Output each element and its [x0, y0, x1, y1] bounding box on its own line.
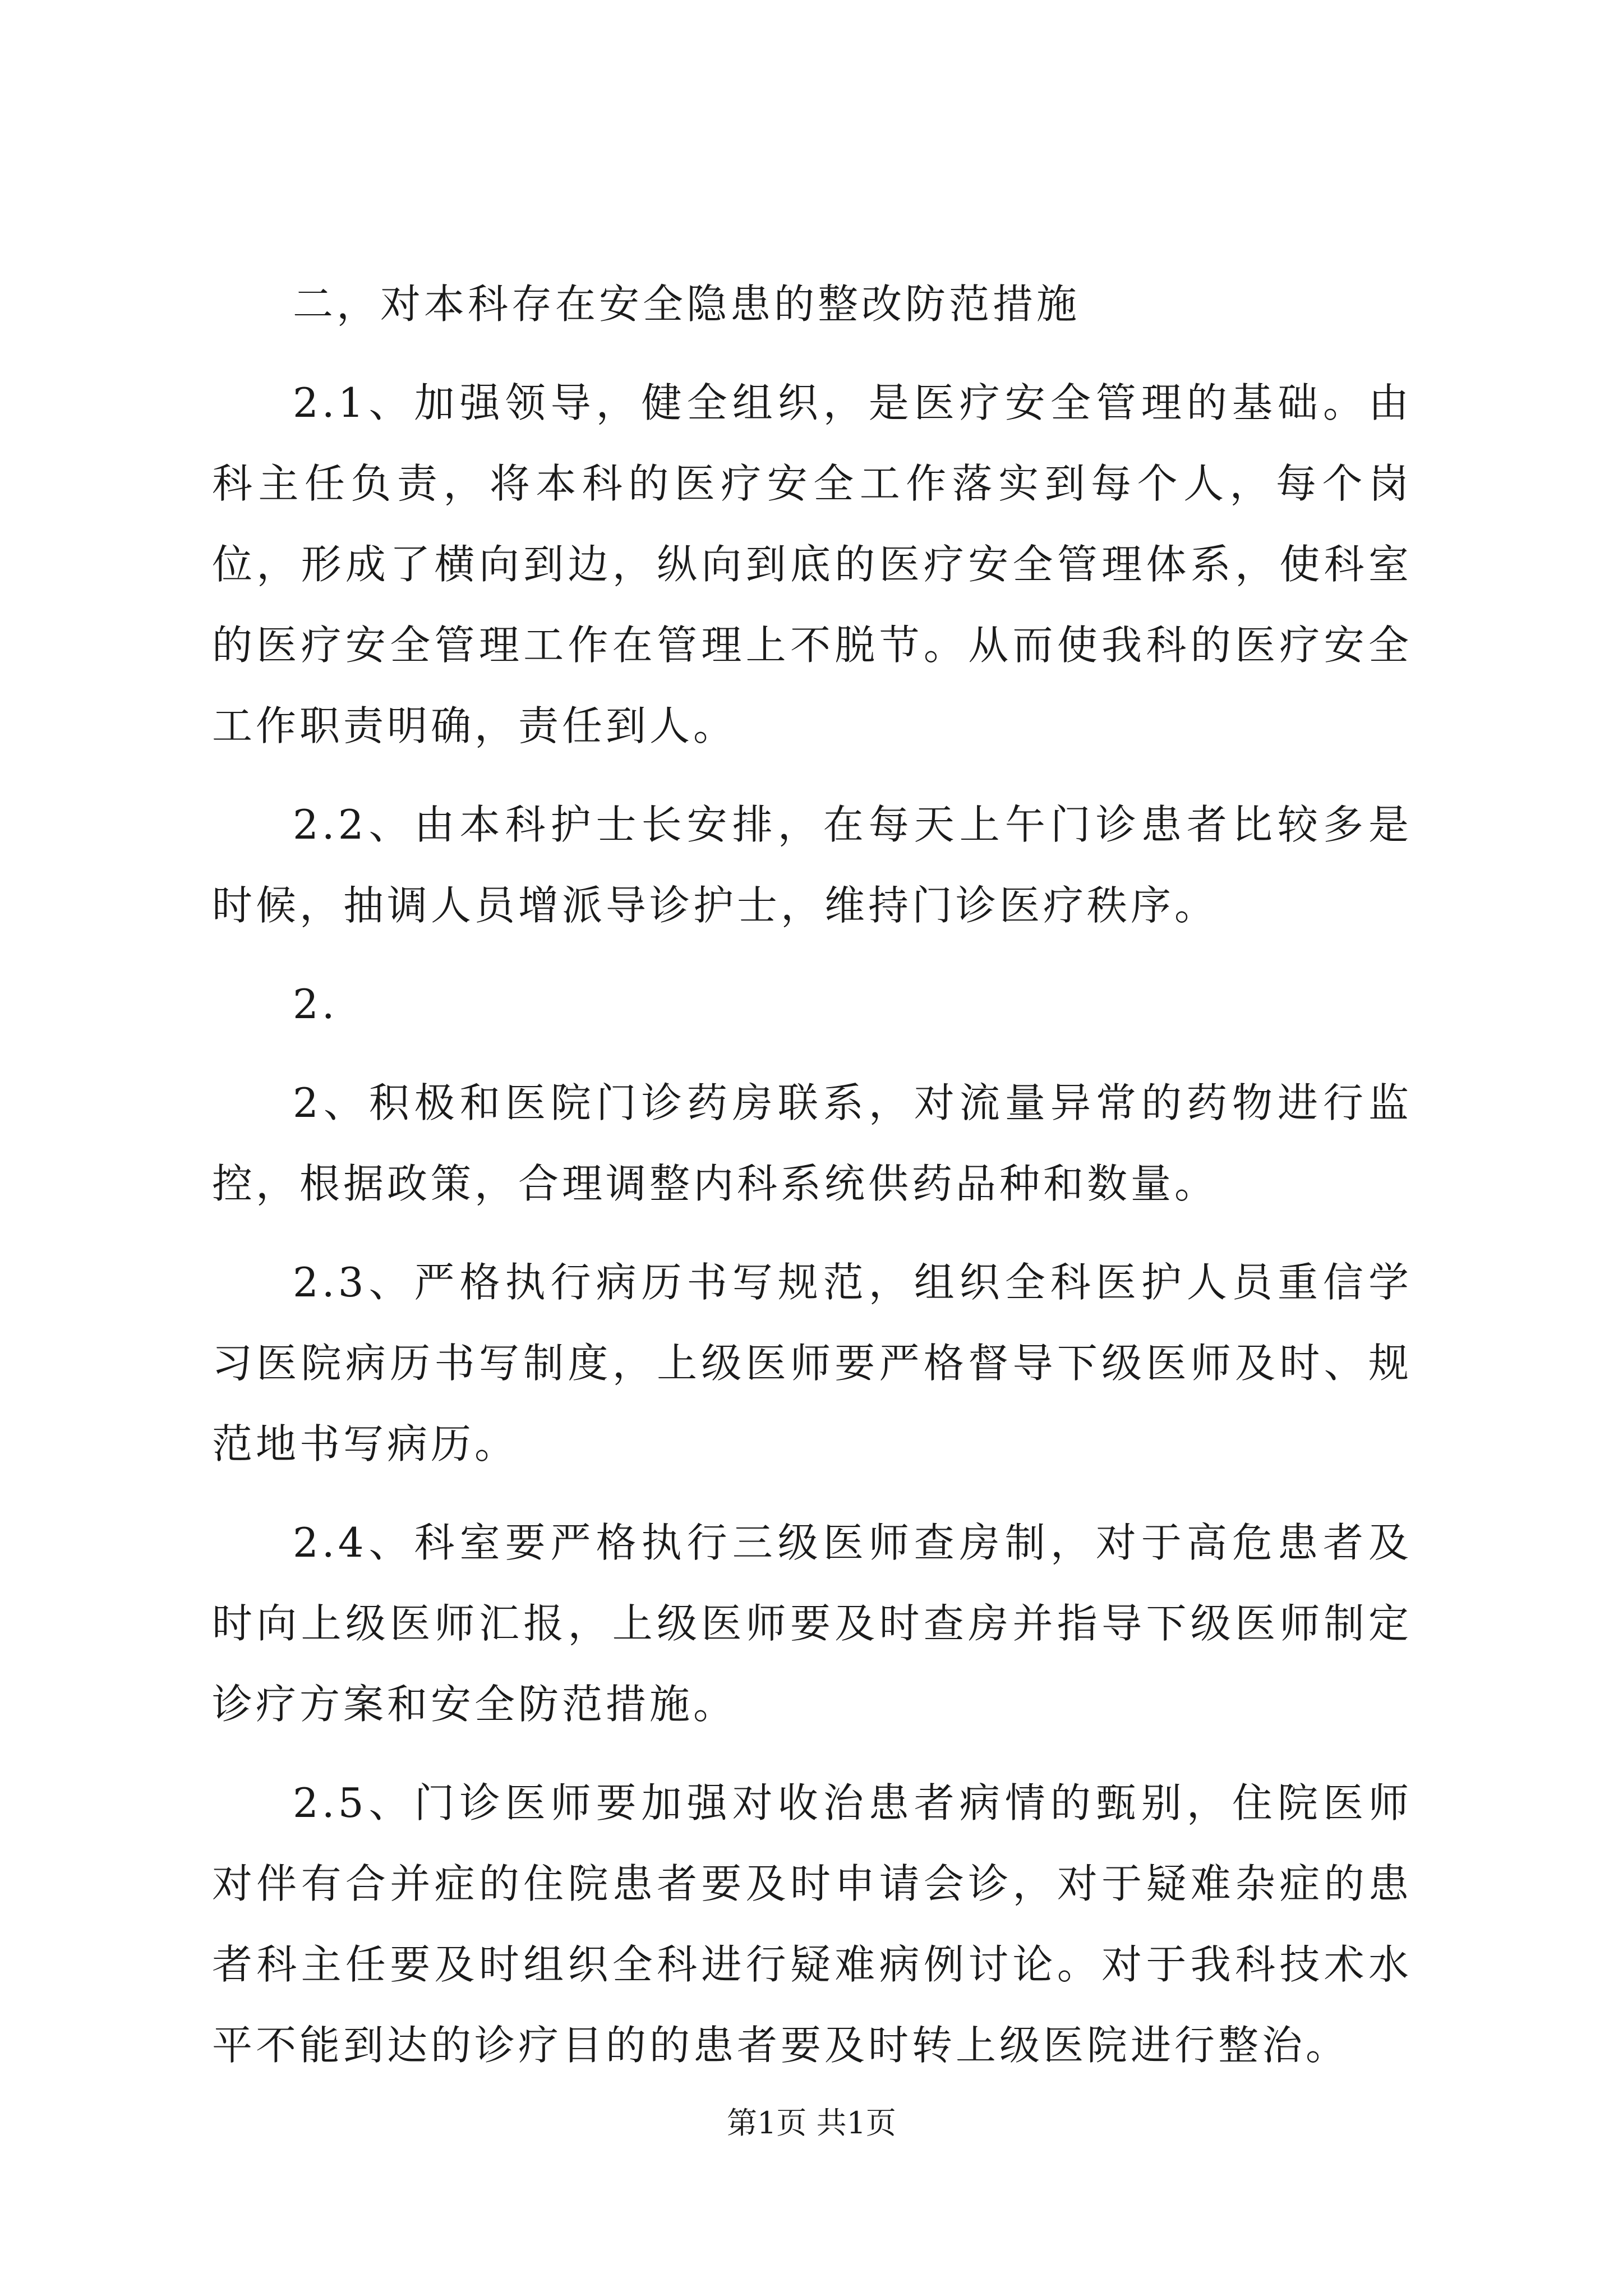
section-heading: 二，对本科存在安全隐患的整改防范措施 — [293, 280, 1081, 328]
paragraph-fragment: 2. — [293, 981, 338, 1028]
paragraph-2-4: 2.4、科室要严格执行三级医师查房制，对于高危患者及时向上级医师汇报，上级医师要及时查房并指导下级医师制定诊疗方案和安全防范措施。 — [212, 1519, 1412, 1728]
paragraph-2-1: 2.1、加强领导，健全组织，是医疗安全管理的基础。由科主任负责，将本科的医疗安全工作落实到每个人，每个岗位，形成了横向到边，纵向到底的医疗安全管理体系，使科室的医疗安全管理工作在管理上不脱节。从而使我科的医疗安全工作职责明确，责任到人。 — [212, 379, 1412, 749]
paragraph-2-2: 2.2、由本科护士长安排，在每天上午门诊患者比较多是时候，抽调人员增派导诊护士，维持门诊医疗秩序。 — [212, 801, 1412, 929]
page-footer: 第1页 共1页 — [727, 2105, 896, 2141]
paragraph-2-3: 2.3、严格执行病历书写规范，组织全科医护人员重信学习医院病历书写制度，上级医师要严格督导下级医师及时、规范地书写病历。 — [212, 1259, 1412, 1467]
document-body — [212, 264, 1412, 2104]
paragraph-2-5: 2.5、门诊医师要加强对收治患者病情的甄别，住院医师对伴有合并症的住院患者要及时申请会诊，对于疑难杂症的患者科主任要及时组织全科进行疑难病例讨论。对于我科技术水平不能到达的诊疗目的的患者要及时转上级医院进行整治。 — [212, 1779, 1412, 2069]
paragraph-2-2-2: 2、积极和医院门诊药房联系，对流量异常的药物进行监控，根据政策，合理调整内科系统供药品种和数量。 — [212, 1079, 1412, 1207]
